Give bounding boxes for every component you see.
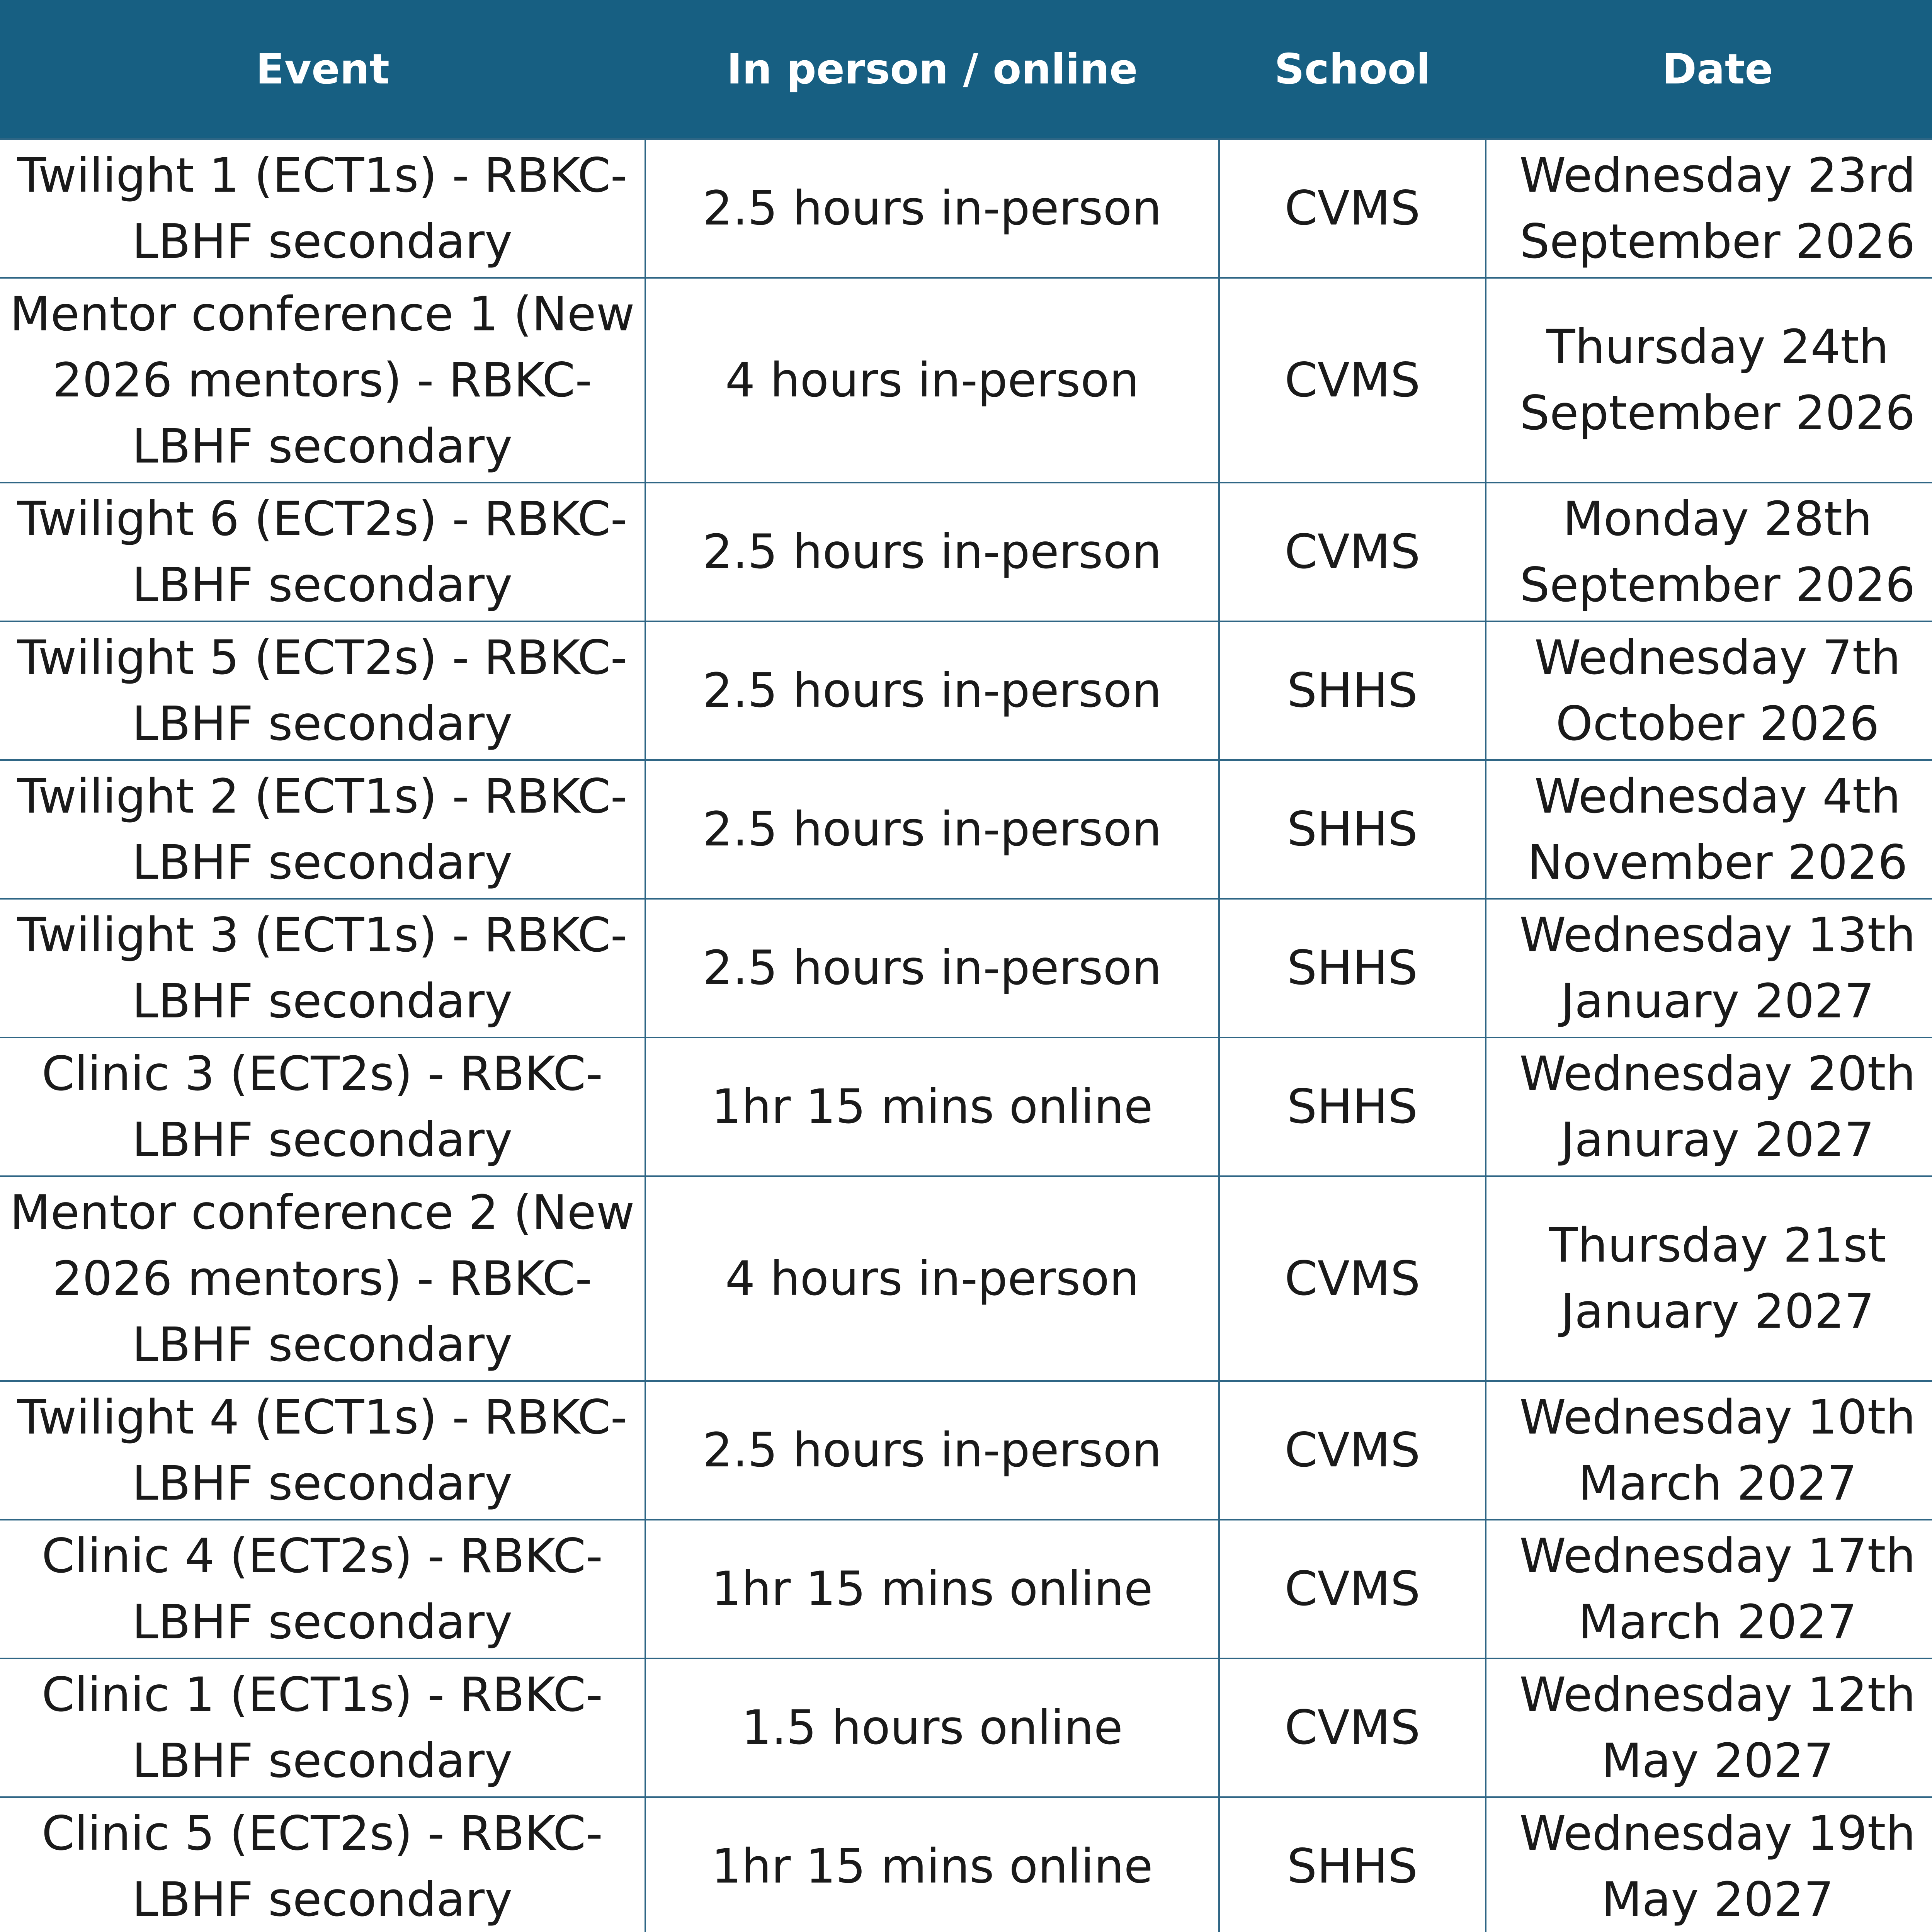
school-cell: SHHS bbox=[1219, 621, 1486, 760]
mode-cell: 4 hours in-person bbox=[645, 278, 1219, 483]
event-cell: Mentor conference 1 (New 2026 mentors) - RBKC-LBHF secondary bbox=[0, 278, 645, 483]
school-cell: CVMS bbox=[1219, 1520, 1486, 1658]
school-cell: CVMS bbox=[1219, 278, 1486, 483]
date-cell: Thursday 21st January 2027 bbox=[1486, 1176, 1932, 1381]
header-row bbox=[0, 0, 1932, 139]
header-in-person-online: In person / online bbox=[645, 0, 1219, 139]
mode-cell: 2.5 hours in-person bbox=[645, 899, 1219, 1037]
date-cell: Monday 28th September 2026 bbox=[1486, 483, 1932, 621]
event-cell: Mentor conference 2 (New 2026 mentors) - RBKC-LBHF secondary bbox=[0, 1176, 645, 1381]
table-row bbox=[0, 278, 1932, 483]
header-date: Date bbox=[1486, 0, 1932, 139]
date-cell: Wednesday 17th March 2027 bbox=[1486, 1520, 1932, 1658]
school-cell: CVMS bbox=[1219, 1381, 1486, 1520]
school-cell: CVMS bbox=[1219, 139, 1486, 278]
table-row bbox=[0, 139, 1932, 278]
date-cell: Wednesday 13th January 2027 bbox=[1486, 899, 1932, 1037]
school-cell: SHHS bbox=[1219, 899, 1486, 1037]
mode-cell: 2.5 hours in-person bbox=[645, 760, 1219, 899]
mode-cell: 2.5 hours in-person bbox=[645, 139, 1219, 278]
school-cell: SHHS bbox=[1219, 760, 1486, 899]
mode-cell: 1.5 hours online bbox=[645, 1658, 1219, 1797]
date-cell: Wednesday 4th November 2026 bbox=[1486, 760, 1932, 899]
school-cell: CVMS bbox=[1219, 1658, 1486, 1797]
header-event: Event bbox=[0, 0, 645, 139]
table-header bbox=[0, 0, 1932, 139]
table-row bbox=[0, 760, 1932, 899]
date-cell: Wednesday 7th October 2026 bbox=[1486, 621, 1932, 760]
table-row bbox=[0, 1797, 1932, 1932]
event-cell: Clinic 1 (ECT1s) - RBKC-LBHF secondary bbox=[0, 1658, 645, 1797]
event-cell: Twilight 5 (ECT2s) - RBKC-LBHF secondary bbox=[0, 621, 645, 760]
table-row bbox=[0, 483, 1932, 621]
mode-cell: 2.5 hours in-person bbox=[645, 1381, 1219, 1520]
event-cell: Twilight 3 (ECT1s) - RBKC-LBHF secondary bbox=[0, 899, 645, 1037]
table-row bbox=[0, 621, 1932, 760]
date-cell: Wednesday 20th Januray 2027 bbox=[1486, 1037, 1932, 1176]
mode-cell: 2.5 hours in-person bbox=[645, 483, 1219, 621]
school-cell: SHHS bbox=[1219, 1797, 1486, 1932]
mode-cell: 1hr 15 mins online bbox=[645, 1520, 1219, 1658]
school-cell: CVMS bbox=[1219, 1176, 1486, 1381]
date-cell: Wednesday 23rd September 2026 bbox=[1486, 139, 1932, 278]
date-cell: Wednesday 10th March 2027 bbox=[1486, 1381, 1932, 1520]
mode-cell: 1hr 15 mins online bbox=[645, 1797, 1219, 1932]
event-cell: Twilight 1 (ECT1s) - RBKC-LBHF secondary bbox=[0, 139, 645, 278]
table-body bbox=[0, 139, 1932, 1932]
school-cell: SHHS bbox=[1219, 1037, 1486, 1176]
table-row bbox=[0, 1176, 1932, 1381]
mode-cell: 2.5 hours in-person bbox=[645, 621, 1219, 760]
event-cell: Twilight 4 (ECT1s) - RBKC-LBHF secondary bbox=[0, 1381, 645, 1520]
table-row bbox=[0, 1381, 1932, 1520]
event-cell: Clinic 3 (ECT2s) - RBKC-LBHF secondary bbox=[0, 1037, 645, 1176]
event-cell: Clinic 5 (ECT2s) - RBKC-LBHF secondary bbox=[0, 1797, 645, 1932]
event-cell: Twilight 2 (ECT1s) - RBKC-LBHF secondary bbox=[0, 760, 645, 899]
mode-cell: 1hr 15 mins online bbox=[645, 1037, 1219, 1176]
event-cell: Clinic 4 (ECT2s) - RBKC-LBHF secondary bbox=[0, 1520, 645, 1658]
date-cell: Thursday 24th September 2026 bbox=[1486, 278, 1932, 483]
date-cell: Wednesday 19th May 2027 bbox=[1486, 1797, 1932, 1932]
table-row bbox=[0, 1658, 1932, 1797]
header-school: School bbox=[1219, 0, 1486, 139]
school-cell: CVMS bbox=[1219, 483, 1486, 621]
table-row bbox=[0, 1520, 1932, 1658]
table-row bbox=[0, 899, 1932, 1037]
mode-cell: 4 hours in-person bbox=[645, 1176, 1219, 1381]
date-cell: Wednesday 12th May 2027 bbox=[1486, 1658, 1932, 1797]
table-row bbox=[0, 1037, 1932, 1176]
event-cell: Twilight 6 (ECT2s) - RBKC-LBHF secondary bbox=[0, 483, 645, 621]
